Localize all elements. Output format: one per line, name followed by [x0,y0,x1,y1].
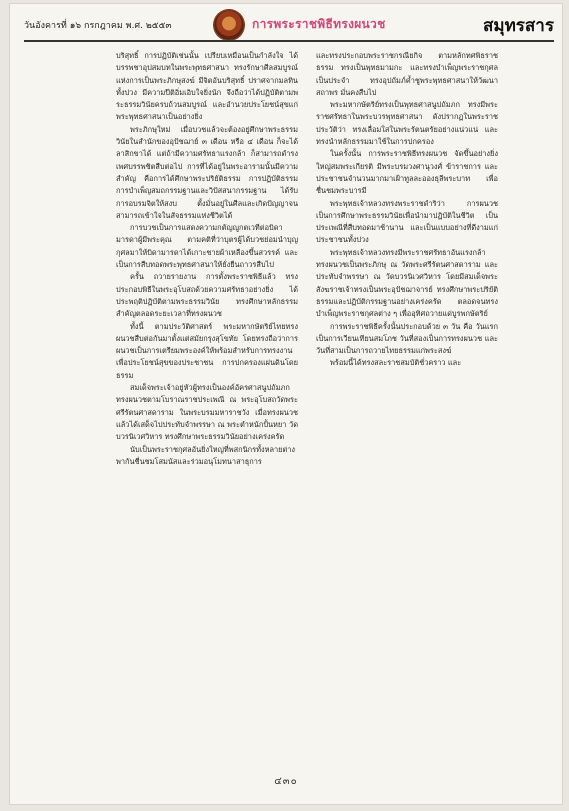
paragraph: นับเป็นพระราชกุศลอันยิ่งใหญ่ที่พสกนิกรทั้งหลายต่างพากันชื่นชมโสมนัสและร่วมอนุโมทนาสาธุการ [116,444,296,466]
paragraph: ในครั้งนั้น การพระราชพิธีทรงผนวช จัดขึ้นอย่างยิ่งใหญ่สมพระเกียรติ มีพระบรมวงศานุวงศ์ ข้าราชการ และประชาชนจำนวนมากมาเฝ้าทูลละอองธุลีพระบาท เพื่อชื่นชมพระบารมี [316,149,498,196]
paragraph: การบวชเป็นการแสดงความกตัญญูกตเวทีต่อบิดามารดาผู้มีพระคุณ ตามคติที่ว่าบุตรผู้ได้บวชย่อมนำบุญกุศลมาให้บิดามารดาได้เกาะชายผ้าเหลืองขึ้นสวรรค์ และเป็นการสืบทอดพระพุทธศาสนาให้ยั่งยืนถาวรสืบไป [116,223,298,270]
paragraph: พระพุทธเจ้าหลวงทรงมีพระราชศรัทธาอันแรงกล้า ทรงผนวชเป็นพระภิกษุ ณ วัดพระศรีรัตนศาสดาราม และประทับจำพรรษา ณ วัดบวรนิเวศวิหาร โดยมีสมเด็จพระสังฆราชเจ้าทรงเป็นพระอุปัชฌาจารย์ ทรงศึกษาพระปริยัติธรรมและปฏิบัติกรรมฐานอย่างเคร่งครัด ตลอดจนทรงบำเพ็ญพระราชกุศลต่าง ๆ เพื่ออุทิศถวายแด่บูรพกษัตริย์ [316,247,498,319]
article-body [116,50,504,752]
paragraph: การพระราชพิธีครั้งนั้นประกอบด้วย ๓ วัน คือ วันแรกเป็นการเวียนเทียนสมโภช วันที่สองเป็นการทรงผนวช และวันที่สามเป็นการถวายไทยธรรมแก่พระสงฆ์ [316,321,498,356]
publication-name: สมุทรสาร [483,16,554,36]
paragraph: พระพุทธเจ้าหลวงทรงพระราชดำริว่า การผนวชเป็นการศึกษาพระธรรมวินัยเพื่อนำมาปฏิบัติในชีวิต เป็นประเพณีที่สืบทอดมาช้านาน และเป็นแบบอย่างที่ดีงามแก่ประชาชนทั้งปวง [316,198,498,245]
section-title: การพระราชพิธีทรงผนวช [252,17,386,31]
royal-seal-icon [214,10,244,40]
paragraph: ครั้น ถวายรายงาน การตั้งพระราชพิธีแล้ว ทรงประกอบพิธีในพระอุโบสถด้วยความศรัทธาอย่างยิ่ง ได้ประพฤติปฏิบัติตามพระธรรมวินัย ทรงศึกษาหลักธรรมสำคัญตลอดระยะเวลาที่ทรงผนวช [116,272,298,319]
header-divider [24,40,554,42]
paragraph: สมเด็จพระเจ้าอยู่หัวผู้ทรงเป็นองค์อัครศาสนูปถัมภก ทรงผนวชตามโบราณราชประเพณี ณ พระอุโบสถวัดพระศรีรัตนศาสดาราม ในพระบรมมหาราชวัง เมื่อทรงผนวชแล้วได้เสด็จไปประทับจำพรรษา ณ พระตำหนักปั้นหยา วัดบวรนิเวศวิหาร ทรงศึกษาพระธรรมวินัยอย่างเคร่งครัด [116,383,298,442]
paragraph: บริสุทธิ์ การปฏิบัติเช่นนั้น เปรียบเหมือนเป็นกำลังใจ ได้บรรพชาอุปสมบทในพระพุทธศาสนา ทรงรักษาศีลสมบูรณ์แห่งการเป็นพระภิกษุสงฆ์ มีจิตอันบริสุทธิ์ ปราศจากมลทินทั้งปวง มีความปีติอิ่มเอิบใจยิ่งนัก จึงถือว่าได้ปฏิบัติตามพระธรรมวินัยครบถ้วนสมบูรณ์ และอำนวยประโยชน์สุขแก่พระพุทธศาสนาเป็นอย่างยิ่ง [116,51,298,122]
paragraph: พระภิกษุใหม่ เมื่อบวชแล้วจะต้องอยู่ศึกษาพระธรรมวินัยในสำนักของอุปัชฌาย์ ๓ เดือน หรือ ๔ เดือน ก็จะได้ลาสิกขาได้ แต่ถ้ามีความศรัทธาแรงกล้า ก็สามารถดำรงเพศบรรพชิตสืบต่อไป การที่ได้อยู่ในพระอารามนั้นมีความสำคัญ คือการได้ศึกษาพระปริยัติธรรม การปฏิบัติธรรม การบำเพ็ญสมถกรรมฐานและวิปัสสนากรรมฐาน ได้รับการอบรมจิตให้สงบ ตั้งมั่นอยู่ในศีลและเกิดปัญญาจนสามารถเข้าใจในสัจธรรมแห่งชีวิตได้ [116,124,298,220]
page-header [24,10,554,44]
page-number: ๔๓๐ [274,776,298,787]
paragraph: พระมหากษัตริย์ทรงเป็นพุทธศาสนูปถัมภก ทรงมีพระราชศรัทธาในพระบวรพุทธศาสนา ดังปรากฏในพระราชประวัติว่า ทรงเลื่อมใสในพระรัตนตรัยอย่างแน่วแน่ และทรงนำหลักธรรมมาใช้ในการปกครอง [316,100,498,147]
issue-date: วันอังคารที่ ๑๖ กรกฎาคม พ.ศ. ๒๕๕๓ [24,21,172,31]
paragraph: ทั้งนี้ ตามประวัติศาสตร์ พระมหากษัตริย์ไทยทรงผนวชสืบต่อกันมาตั้งแต่สมัยกรุงสุโขทัย โดยทรงถือว่าการผนวชเป็นการเตรียมพระองค์ให้พร้อมสำหรับการทรงงานเพื่อประโยชน์สุขของประชาชน การปกครองแผ่นดินโดยธรรม [116,321,298,380]
left-column [116,50,298,752]
paragraph: พร้อมนี้ได้ทรงสละราชสมบัติชั่วคราว และ [330,358,462,368]
newspaper-page [10,4,562,804]
right-column [316,50,498,752]
paragraph: และทรงประกอบพระราชกรณียกิจ ตามหลักทศพิธราชธรรม ทรงเป็นพุทธมามกะ และทรงบำเพ็ญพระราชกุศลเป็นประจำ ทรงอุปถัมภ์ค้ำชูพระพุทธศาสนาให้วัฒนาสถาพร มั่นคงสืบไป [316,51,498,97]
